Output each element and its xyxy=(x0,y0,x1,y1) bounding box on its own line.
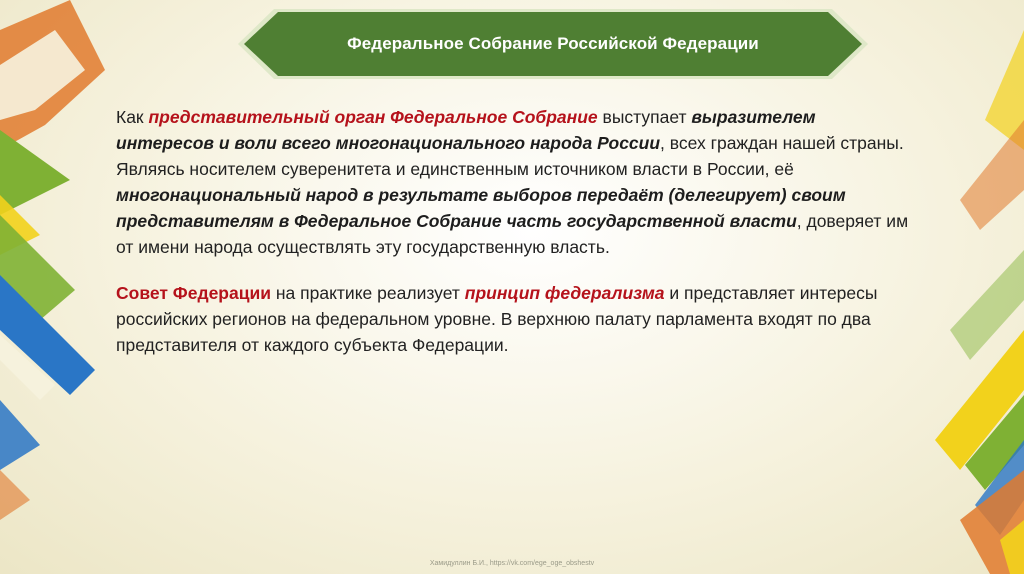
footer-credit: Хамидуллин Б.И., https://vk.com/ege_oge_obshestv xyxy=(429,560,595,567)
emphasis-bold: выразителем интересов и воли всего многонационального народа России xyxy=(116,107,816,153)
main-text xyxy=(116,104,916,378)
emphasis-bold: многонациональный народ в результате выборов передаёт (делегирует) своим представителям в Федеральное Собрание часть государственной власти xyxy=(116,185,846,231)
emphasis-term: представительный орган Федеральное Собрание xyxy=(148,107,598,127)
emphasis-term: принцип федерализма xyxy=(464,283,665,303)
paragraph-representative-organ: Как представительный орган Федеральное Собрание выступает выразителем интересов и воли всего многонационального народа России, всех граждан нашей страны. Являясь носителем суверенитета и единственным источником власти в России, её многонациональный народ в результате выборов передаёт (делегирует) своим представителям в Федеральное Собрание часть государственной власти, доверяет им от имени народа осуществлять эту государственную власть. xyxy=(116,107,909,257)
paragraph-federation-council: Совет Федерации на практике реализует принцип федерализма и представляет интересы российских регионов на федеральном уровне. В верхнюю палату парламента входят по два представителя от каждого субъекта Федерации. xyxy=(116,283,878,355)
page-title: Федеральное Собрание Российской Федерации xyxy=(347,34,759,53)
title-banner xyxy=(238,8,868,80)
emphasis-term: Совет Федерации xyxy=(116,283,271,303)
